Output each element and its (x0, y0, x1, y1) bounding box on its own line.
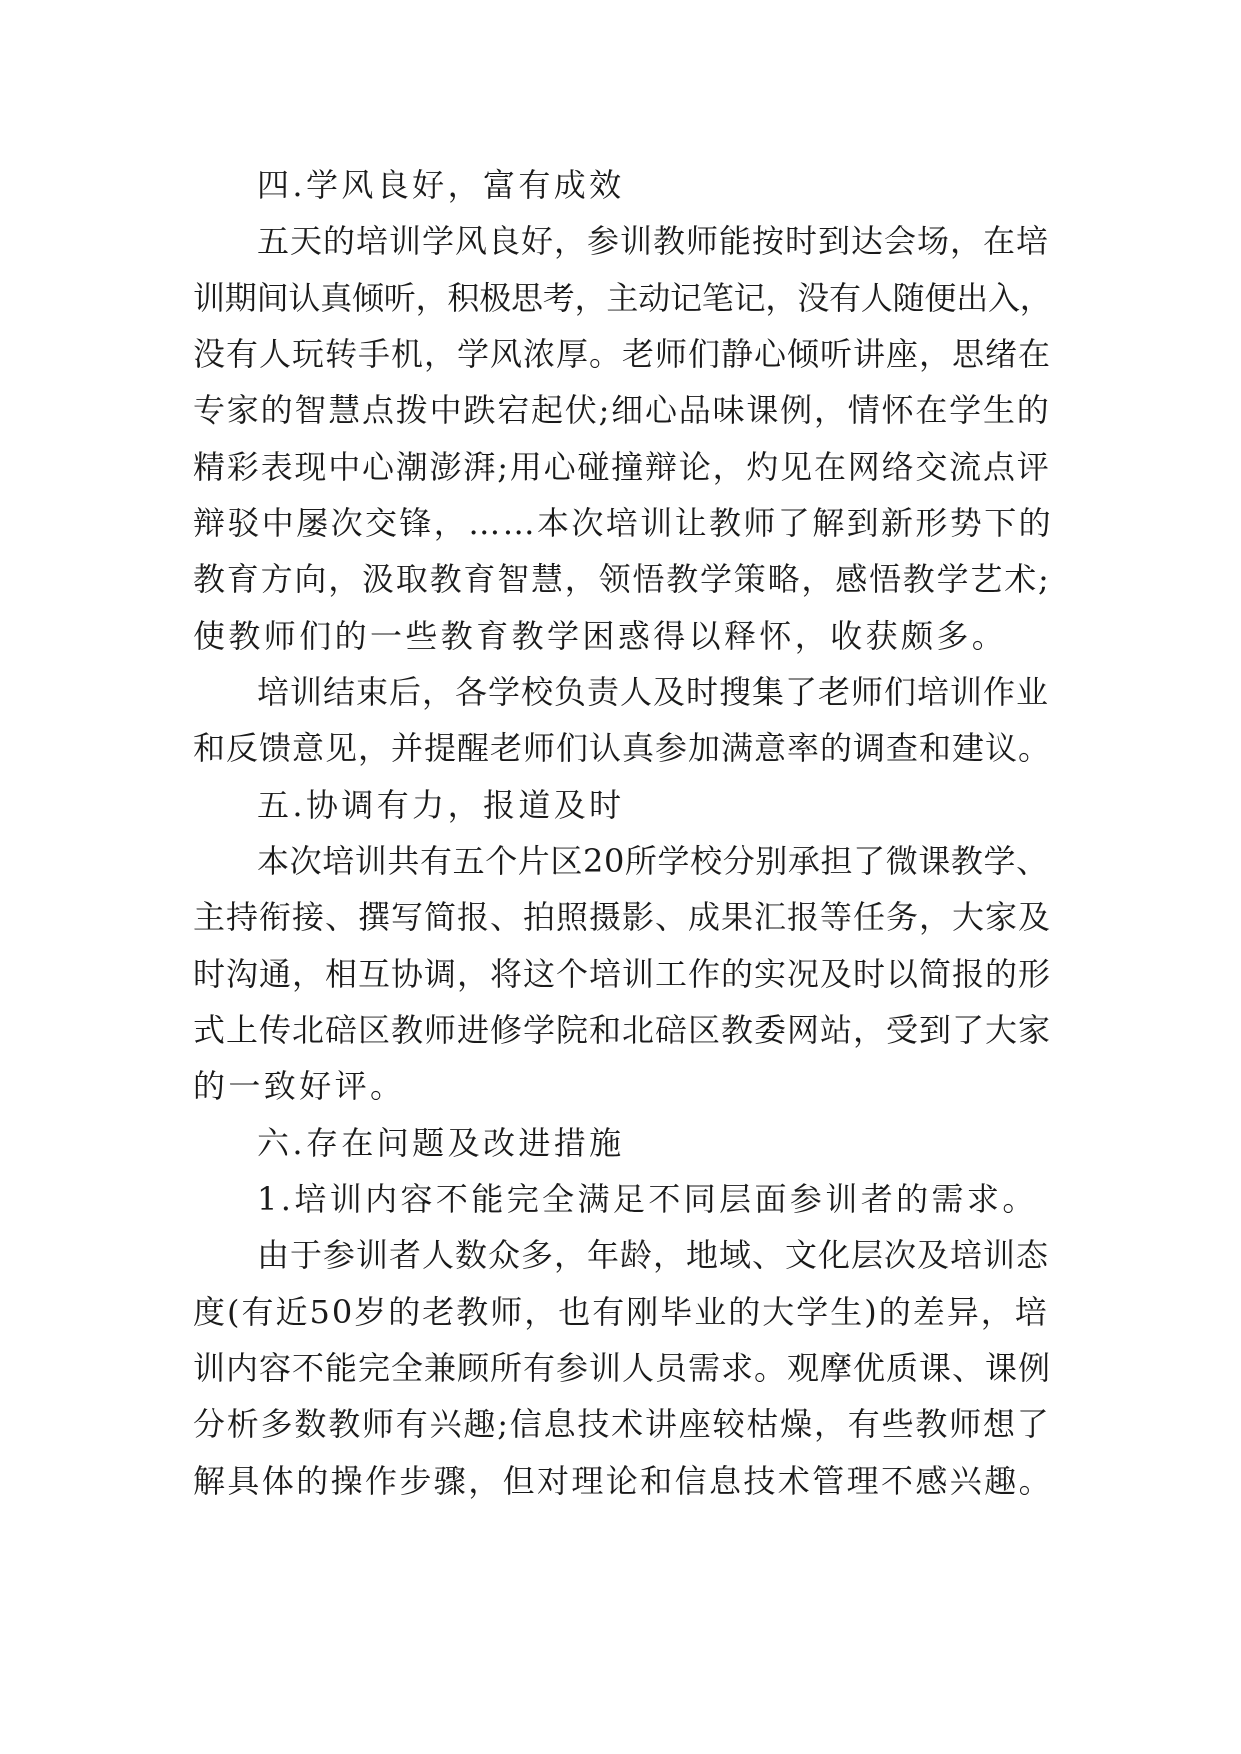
paragraph-line: 由于参训者人数众多，年龄，地域、文化层次及培训态 (257, 1236, 1050, 1274)
paragraph-line: 使教师们的一些教育教学困惑得以释怀，收获颇多。 (193, 617, 1008, 655)
paragraph-line: 训内容不能完全兼顾所有参训人员需求。观摩优质课、课例 (193, 1349, 1052, 1387)
paragraph-line: 的一致好评。 (193, 1067, 406, 1105)
paragraph-line: 培训结束后，各学校负责人及时搜集了老师们培训作业 (257, 673, 1050, 711)
heading-section-6: 六.存在问题及改进措施 (257, 1124, 625, 1162)
paragraph-line: 式上传北碚区教师进修学院和北碚区教委网站，受到了大家 (193, 1011, 1052, 1049)
paragraph-line: 度(有近50岁的老教师，也有刚毕业的大学生)的差异，培 (193, 1293, 1049, 1331)
heading-section-4: 四.学风良好，富有成效 (257, 166, 625, 204)
paragraph-line: 和反馈意见，并提醒老师们认真参加满意率的调查和建议。 (193, 729, 1052, 767)
paragraph-line: 五天的培训学风良好，参训教师能按时到达会场，在培 (257, 222, 1050, 260)
paragraph-line: 辩驳中屡次交锋，……本次培训让教师了解到新形势下的 (193, 504, 1053, 542)
paragraph-line: 专家的智慧点拨中跌宕起伏;细心品味课例，情怀在学生的 (193, 391, 1051, 429)
paragraph-line: 分析多数教师有兴趣;信息技术讲座较枯燥，有些教师想了 (193, 1405, 1051, 1443)
paragraph-line: 时沟通，相互协调，将这个培训工作的实况及时以简报的形 (193, 955, 1052, 993)
paragraph-line: 本次培训共有五个片区20所学校分别承担了微课教学、 (257, 842, 1049, 880)
numbered-item-1: 1.培训内容不能完全满足不同层面参训者的需求。 (257, 1180, 1038, 1218)
paragraph-line: 精彩表现中心潮澎湃;用心碰撞辩论，灼见在网络交流点评 (193, 448, 1051, 486)
paragraph-line: 没有人玩转手机，学风浓厚。老师们静心倾听讲座，思绪在 (193, 335, 1052, 373)
heading-section-5: 五.协调有力，报道及时 (257, 786, 625, 824)
paragraph-line: 主持衔接、撰写简报、拍照摄影、成果汇报等任务，大家及 (193, 898, 1052, 936)
paragraph-line: 解具体的操作步骤，但对理论和信息技术管理不感兴趣。 (193, 1462, 1053, 1500)
paragraph-line: 训期间认真倾听，积极思考，主动记笔记，没有人随便出入， (193, 279, 1052, 317)
paragraph-line: 教育方向，汲取教育智慧，领悟教学策略，感悟教学艺术; (193, 560, 1051, 598)
